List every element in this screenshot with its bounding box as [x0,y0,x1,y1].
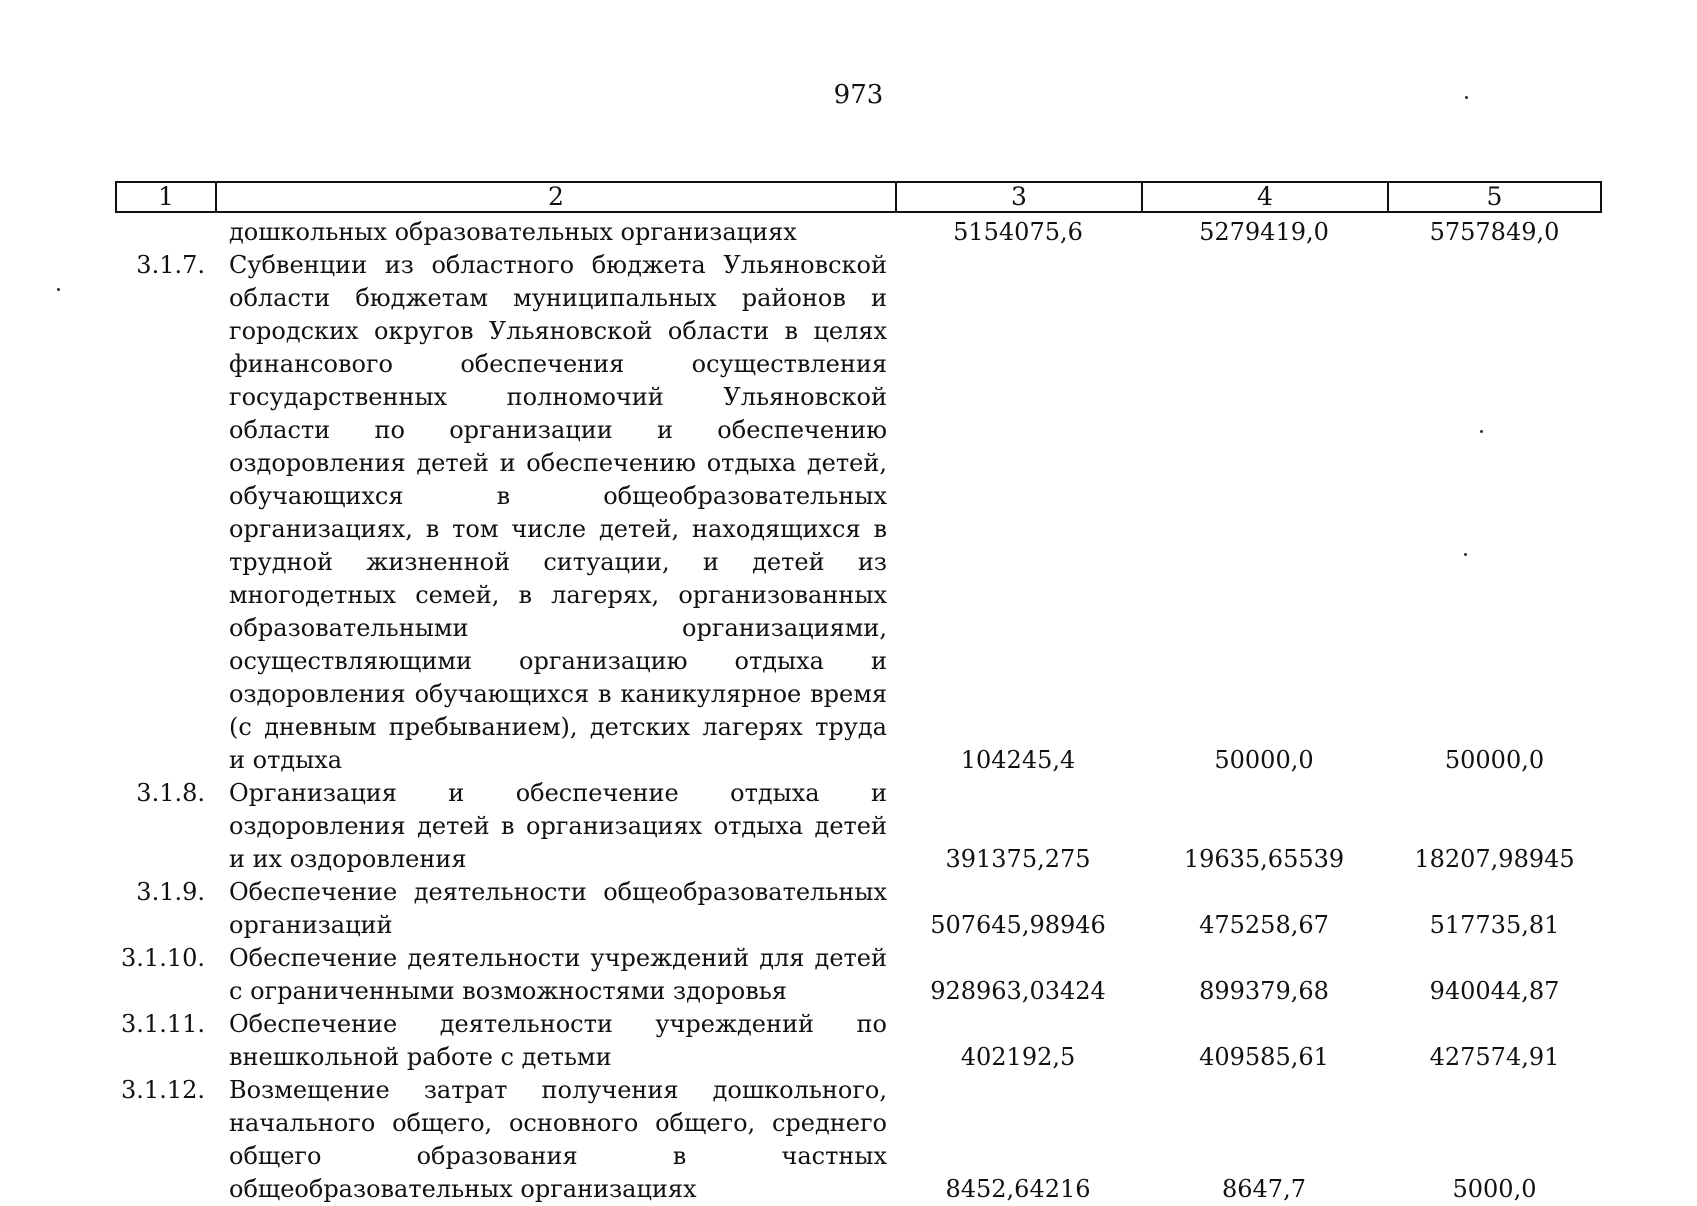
row-value-5: 517735,81 [1429,911,1560,939]
row-value-4: 19635,65539 [1183,845,1345,873]
row-number: 3.1.8. [136,779,205,807]
scan-speck [57,288,60,291]
row-value-4: 899379,68 [1199,977,1329,1005]
row-value-4: 8647,7 [1222,1175,1306,1203]
row-value-3: 5154075,6 [953,218,1083,246]
row-description: Организация и обеспечение отдыха и оздоровления детей в организациях отдыха детей и их оздоровления [229,779,887,873]
table-row [115,777,1602,876]
row-description: Субвенции из областного бюджета Ульяновской области бюджетам муниципальных районов и городских округов Ульяновской области в целях финансового обеспечения осуществления государственных полномочий Ульяновской области по организации и обеспечению оздоровления детей и обеспечению отдыха детей, обучающихся в общеобразовательных организациях, в том числе детей, находящихся в трудной жизненной ситуации, и детей из многодетных семей, в лагерях, организованных образовательными организациями, осуществляющими организацию отдыха и оздоровления обучающихся в каникулярное время (с дневным пребыванием), детских лагерях труда и отдыха [229,251,887,774]
table-row [115,876,1602,942]
row-value-3: 8452,64216 [945,1175,1091,1203]
row-value-5: 18207,98945 [1414,845,1575,873]
table-row [115,942,1602,1008]
row-value-5: 5757849,0 [1429,218,1560,246]
table-header [115,181,1602,213]
row-value-4: 50000,0 [1214,746,1314,774]
row-value-5: 50000,0 [1444,746,1545,774]
row-description: Обеспечение деятельности учреждений для детей с ограниченными возможностями здоровья [229,944,887,1005]
table-row [115,1074,1602,1206]
row-description: дошкольных образовательных организациях [229,218,797,246]
row-value-4: 475258,67 [1199,911,1329,939]
row-value-3: 928963,03424 [930,977,1106,1005]
header-col-2: 2 [217,183,897,211]
row-number: 3.1.11. [121,1010,205,1038]
row-value-4: 5279419,0 [1199,218,1329,246]
table-row [115,249,1602,777]
row-number: 3.1.7. [136,251,205,279]
header-col-3: 3 [897,183,1143,211]
row-number: 3.1.12. [121,1076,205,1104]
row-description: Обеспечение деятельности учреждений по внешкольной работе с детьми [229,1010,887,1071]
table-body [115,216,1602,1206]
row-value-4: 409585,61 [1199,1043,1329,1071]
row-value-5: 5000,0 [1452,1175,1537,1203]
row-description: Возмещение затрат получения дошкольного, начального общего, основного общего, среднего общего образования в частных общеобразовательных организациях [229,1076,887,1203]
row-value-5: 427574,91 [1429,1043,1560,1071]
row-value-3: 507645,98946 [930,911,1106,939]
row-description: Обеспечение деятельности общеобразовательных организаций [229,878,887,939]
table-row [115,216,1602,249]
row-value-3: 402192,5 [960,1043,1076,1071]
row-value-3: 391375,275 [945,845,1091,873]
page-number: 973 [833,80,884,110]
row-value-5: 940044,87 [1429,977,1560,1005]
row-number: 3.1.9. [136,878,205,906]
header-col-5: 5 [1486,182,1503,211]
row-number: 3.1.10. [121,944,205,972]
row-value-3: 104245,4 [960,746,1076,774]
table-row [115,1008,1602,1074]
header-col-1: 1 [117,183,217,211]
scan-speck [1465,96,1468,99]
header-col-4: 4 [1143,183,1389,211]
